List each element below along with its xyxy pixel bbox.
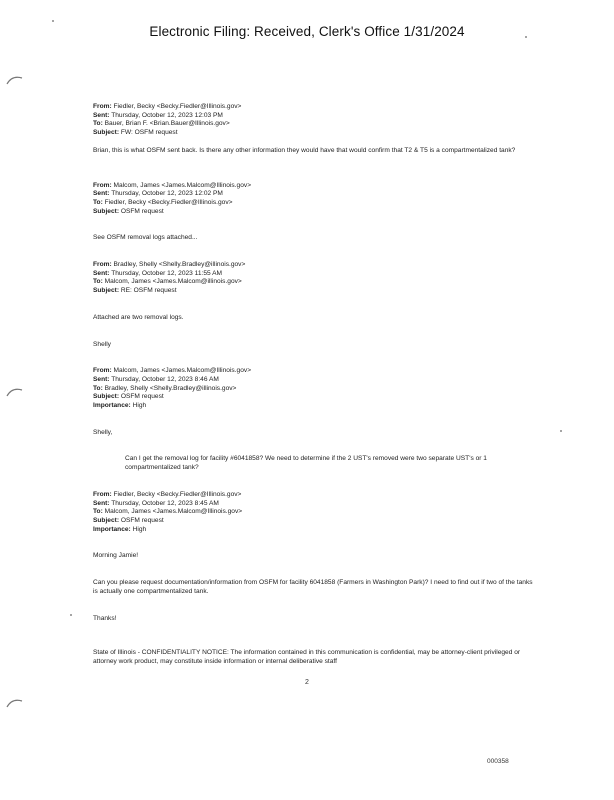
confidentiality-notice: State of Illinois - CONFIDENTIALITY NOTICE: The information contained in this communication is confidential, may be attorney-client privileged or attorney work product, may constitute inside information or internal deliberative staff <box>93 649 521 665</box>
from-line: From: Fiedler, Becky <Becky.Fiedler@Illinois.gov> <box>93 490 242 498</box>
email-body: See OSFM removal logs attached... <box>93 234 198 242</box>
sent-line: Sent: Thursday, October 12, 2023 8:46 AM <box>93 375 219 383</box>
email-header <box>93 261 533 296</box>
email-signoff: Thanks! <box>93 614 117 622</box>
scan-speck <box>525 36 527 38</box>
email-header <box>93 103 533 138</box>
scan-speck <box>52 20 54 22</box>
subject-line: Subject: OSFM request <box>93 207 164 215</box>
email-greeting: Morning Jamie! <box>93 552 139 560</box>
to-line: To: Fiedler, Becky <Becky.Fiedler@Illinois.gov> <box>93 198 233 206</box>
from-line: From: Malcom, James <James.Malcom@Illinois.gov> <box>93 181 252 189</box>
sent-line: Sent: Thursday, October 12, 2023 8:45 AM <box>93 499 219 507</box>
document-id: 000358 <box>487 758 509 765</box>
sent-line: Sent: Thursday, October 12, 2023 12:03 PM <box>93 111 223 119</box>
sent-line: Sent: Thursday, October 12, 2023 12:02 PM <box>93 190 223 198</box>
email-header <box>93 367 533 411</box>
subject-line: Subject: FW: OSFM request <box>93 129 178 137</box>
page-number: 2 <box>305 679 309 686</box>
email-header <box>93 182 533 217</box>
email-thread <box>93 103 533 667</box>
sent-line: Sent: Thursday, October 12, 2023 11:55 AM <box>93 269 223 277</box>
to-line: To: Bradley, Shelly <Shelly.Bradley@illinois.gov> <box>93 384 237 392</box>
email-body: Can I get the removal log for facility #6041858? We need to determine if the 2 UST's removed were two separate UST's or 1 compartmentalized tank? <box>125 455 487 472</box>
from-line: From: Bradley, Shelly <Shelly.Bradley@illinois.gov> <box>93 261 246 269</box>
punch-hole-mark <box>6 697 24 711</box>
email-body: Brian, this is what OSFM sent back. Is there any other information they would have that would confirm that T2 & T5 is a compartmentalized tank? <box>93 146 516 154</box>
from-line: From: Malcom, James <James.Malcom@Illinois.gov> <box>93 367 252 375</box>
subject-line: Subject: OSFM request <box>93 393 164 401</box>
email-greeting: Shelly, <box>93 428 113 436</box>
filing-stamp: Electronic Filing: Received, Clerk's Office 1/31/2024 <box>149 24 465 39</box>
importance-line: Importance: High <box>93 525 147 533</box>
email-signature: Shelly <box>93 340 111 348</box>
to-line: To: Malcom, James <James.Malcom@illinois.gov> <box>93 278 242 286</box>
subject-line: Subject: OSFM request <box>93 516 164 524</box>
to-line: To: Bauer, Brian F. <Brian.Bauer@Illinois.gov> <box>93 120 230 128</box>
punch-hole-mark <box>6 386 24 400</box>
importance-line: Importance: High <box>93 402 147 410</box>
scan-speck <box>70 614 72 616</box>
punch-hole-mark <box>6 74 24 88</box>
email-header <box>93 491 533 535</box>
subject-line: Subject: RE: OSFM request <box>93 287 177 295</box>
scan-speck <box>560 430 562 432</box>
email-body: Can you please request documentation/information from OSFM for facility 6041858 (Farmers in Washington Park)? I need to find out if two of the tanks is actually one compartmentalized tank. <box>93 579 533 595</box>
to-line: To: Malcom, James <James.Malcom@Illinois.gov> <box>93 508 243 516</box>
email-body: Attached are two removal logs. <box>93 313 184 321</box>
from-line: From: Fiedler, Becky <Becky.Fiedler@Illinois.gov> <box>93 103 242 110</box>
